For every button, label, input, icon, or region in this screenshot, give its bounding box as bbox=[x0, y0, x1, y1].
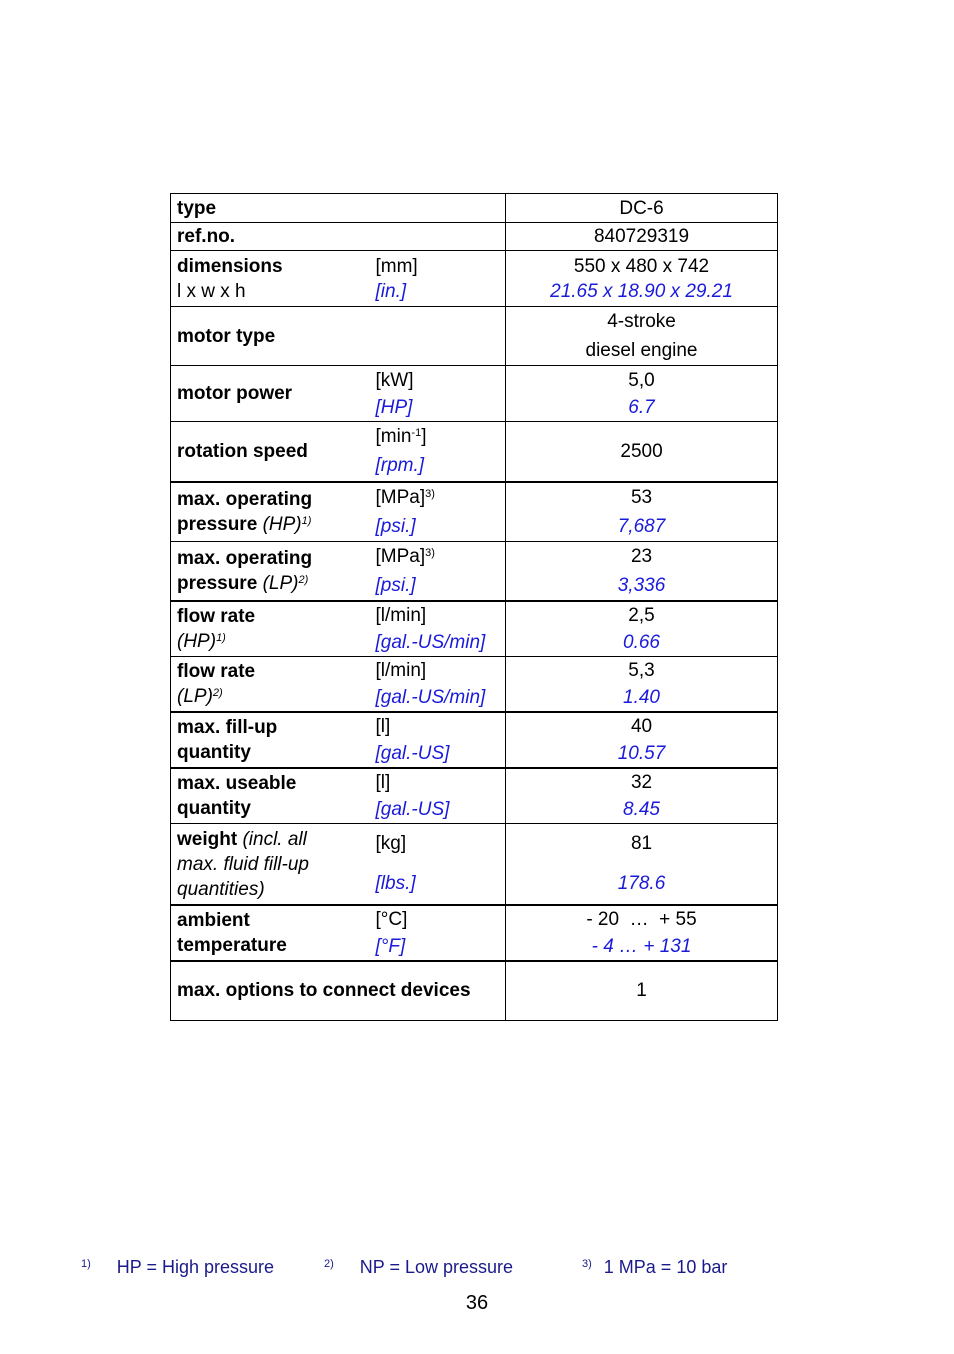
flow-hp-label-cell bbox=[171, 601, 373, 657]
type-label: type bbox=[171, 194, 506, 223]
table-row-fillup bbox=[171, 712, 778, 768]
fillup-label-line1: max. fill-up bbox=[177, 717, 278, 738]
useable-unit-cell bbox=[373, 768, 506, 824]
table-row-refno bbox=[171, 223, 778, 251]
useable-label-line1: max. useable bbox=[177, 773, 297, 794]
weight-label-line2: max. fluid fill-up bbox=[177, 853, 309, 875]
table-row-motor-power bbox=[171, 366, 778, 422]
ambient-value-metric: - 20 … + 55 bbox=[586, 909, 697, 930]
pressure-lp-label-line1: max. operating bbox=[177, 547, 313, 569]
motor-power-unit-metric: [kW] bbox=[375, 369, 414, 391]
fillup-unit-imperial: [gal.-US] bbox=[375, 743, 450, 764]
table-row-motor-type bbox=[171, 307, 778, 366]
table-row-type bbox=[171, 194, 778, 223]
motor-power-label: motor power bbox=[171, 366, 373, 422]
flow-hp-value-cell bbox=[506, 601, 778, 657]
footnote-3-text: 1 MPa = 10 bar bbox=[603, 1257, 728, 1277]
pressure-lp-label-line2: pressure (LP)$^{2)}$ bbox=[177, 572, 309, 594]
table-row-useable bbox=[171, 768, 778, 824]
type-value: DC-6 bbox=[506, 194, 778, 223]
rotation-speed-label: rotation speed bbox=[171, 422, 373, 482]
useable-value-metric: 32 bbox=[630, 772, 653, 793]
weight-value-metric: 81 bbox=[630, 833, 653, 854]
fillup-label-cell bbox=[171, 712, 373, 768]
flow-hp-value-metric: 2,5 bbox=[628, 604, 655, 626]
pressure-hp-unit-cell bbox=[373, 482, 506, 542]
motor-power-value-imperial: 6.7 bbox=[628, 396, 655, 418]
footnote-3 bbox=[582, 1257, 727, 1278]
ambient-unit-cell bbox=[373, 905, 506, 961]
weight-unit-imperial: [lbs.] bbox=[375, 873, 416, 894]
motor-type-value-line1: 4-stroke bbox=[607, 311, 676, 332]
pressure-hp-value-cell bbox=[506, 482, 778, 542]
pressure-lp-value-metric: 23 bbox=[630, 545, 653, 567]
flow-lp-value-cell bbox=[506, 656, 778, 712]
pressure-lp-unit-imperial: [psi.] bbox=[375, 574, 416, 596]
pressure-hp-value-imperial: 7,687 bbox=[617, 515, 666, 537]
useable-value-cell bbox=[506, 768, 778, 824]
page-number: 36 bbox=[465, 1292, 489, 1314]
dimensions-label: dimensions bbox=[177, 255, 283, 277]
flow-hp-label-line2: (HP)$^{1)}$ bbox=[177, 630, 226, 652]
flow-hp-unit-metric: [l/min] bbox=[375, 604, 427, 626]
ambient-label-cell bbox=[171, 905, 373, 961]
flow-lp-unit-cell bbox=[373, 656, 506, 712]
dimensions-sublabel: l x w x h bbox=[177, 280, 246, 302]
pressure-lp-value-imperial: 3,336 bbox=[617, 574, 666, 596]
flow-lp-label-cell bbox=[171, 656, 373, 712]
ambient-unit-imperial: [°F] bbox=[375, 936, 406, 957]
pressure-lp-unit-metric: [MPa]$^{3)}$ bbox=[375, 545, 435, 567]
footnote-2-mark: 2) bbox=[324, 1258, 334, 1270]
flow-hp-unit-imperial: [gal.-US/min] bbox=[375, 631, 486, 653]
weight-unit-cell bbox=[373, 824, 506, 906]
motor-power-unit-cell bbox=[373, 366, 506, 422]
table-row-weight bbox=[171, 824, 778, 906]
weight-label-cell bbox=[171, 824, 373, 906]
weight-unit-metric: [kg] bbox=[375, 833, 407, 854]
weight-label-line1: weight (incl. all bbox=[177, 828, 307, 850]
fillup-unit-cell bbox=[373, 712, 506, 768]
table-row-pressure-hp bbox=[171, 482, 778, 542]
motor-power-unit-imperial: [HP] bbox=[375, 396, 413, 418]
footnotes bbox=[0, 1257, 954, 1283]
refno-label: ref.no. bbox=[171, 223, 506, 251]
weight-label-line3: quantities) bbox=[177, 878, 265, 900]
pressure-hp-label-cell bbox=[171, 482, 373, 542]
dimensions-value-metric: 550 x 480 x 742 bbox=[573, 255, 710, 277]
motor-power-value-metric: 5,0 bbox=[628, 369, 655, 391]
fillup-label-line2: quantity bbox=[177, 742, 251, 763]
table-row-pressure-lp bbox=[171, 541, 778, 601]
spec-table bbox=[170, 193, 778, 1021]
footnote-2 bbox=[324, 1257, 513, 1278]
dimensions-unit-metric: [mm] bbox=[375, 255, 418, 277]
flow-hp-value-imperial: 0.66 bbox=[623, 631, 660, 653]
footnote-1-mark: 1) bbox=[81, 1258, 91, 1270]
fillup-value-imperial: 10.57 bbox=[617, 743, 666, 764]
table-row-flow-hp bbox=[171, 601, 778, 657]
fillup-unit-metric: [l] bbox=[375, 716, 391, 737]
ambient-value-imperial: - 4 … + 131 bbox=[591, 936, 692, 957]
dimensions-unit-cell bbox=[373, 251, 506, 307]
rotation-speed-value: 2500 bbox=[506, 422, 778, 482]
rotation-speed-unit-cell bbox=[373, 422, 506, 482]
useable-unit-imperial: [gal.-US] bbox=[375, 799, 450, 820]
useable-label-cell bbox=[171, 768, 373, 824]
useable-value-imperial: 8.45 bbox=[623, 799, 660, 820]
flow-lp-value-metric: 5,3 bbox=[628, 659, 655, 681]
footnote-2-text: NP = Low pressure bbox=[359, 1257, 514, 1277]
dimensions-label-cell bbox=[171, 251, 373, 307]
footnote-1 bbox=[81, 1257, 274, 1278]
motor-type-value-line2: diesel engine bbox=[585, 340, 698, 361]
flow-lp-label-line2: (LP)$^{2)}$ bbox=[177, 685, 223, 707]
devices-label: max. options to connect devices bbox=[171, 961, 506, 1020]
motor-power-value-cell bbox=[506, 366, 778, 422]
flow-hp-unit-cell bbox=[373, 601, 506, 657]
ambient-unit-metric: [°C] bbox=[375, 909, 408, 930]
weight-value-cell bbox=[506, 824, 778, 906]
motor-type-value-cell bbox=[506, 307, 778, 366]
devices-value: 1 bbox=[506, 961, 778, 1020]
flow-lp-unit-imperial: [gal.-US/min] bbox=[375, 686, 486, 708]
flow-hp-label-line1: flow rate bbox=[177, 605, 256, 627]
table-row-flow-lp bbox=[171, 656, 778, 712]
weight-value-imperial: 178.6 bbox=[617, 873, 666, 894]
flow-lp-label-line1: flow rate bbox=[177, 660, 256, 682]
dimensions-unit-imperial: [in.] bbox=[375, 280, 407, 302]
rotation-speed-unit-metric: $[\min^{-1}]$ bbox=[375, 426, 427, 448]
pressure-hp-label-line2: pressure (HP)$^{1)}$ bbox=[177, 513, 312, 535]
table-row-ambient bbox=[171, 905, 778, 961]
ambient-label-line1: ambient bbox=[177, 910, 250, 931]
pressure-hp-unit-imperial: [psi.] bbox=[375, 515, 416, 537]
table-row-rotation-speed bbox=[171, 422, 778, 482]
dimensions-value-cell bbox=[506, 251, 778, 307]
pressure-lp-label-cell bbox=[171, 541, 373, 601]
motor-type-label: motor type bbox=[171, 307, 506, 366]
ambient-value-cell bbox=[506, 905, 778, 961]
table-row-devices bbox=[171, 961, 778, 1020]
pressure-hp-unit-metric: [MPa]$^{3)}$ bbox=[375, 486, 435, 508]
refno-value: 840729319 bbox=[506, 223, 778, 251]
table-row-dimensions bbox=[171, 251, 778, 307]
footnote-3-mark: 3) bbox=[582, 1258, 592, 1270]
rotation-speed-unit-imperial: [rpm.] bbox=[375, 455, 425, 477]
pressure-lp-unit-cell bbox=[373, 541, 506, 601]
useable-unit-metric: [l] bbox=[375, 772, 391, 793]
footnote-1-text: HP = High pressure bbox=[116, 1257, 275, 1277]
pressure-hp-value-metric: 53 bbox=[630, 486, 653, 508]
dimensions-value-imperial: 21.65 x 18.90 x 29.21 bbox=[550, 280, 733, 302]
flow-lp-unit-metric: [l/min] bbox=[375, 659, 427, 681]
pressure-lp-value-cell bbox=[506, 541, 778, 601]
fillup-value-metric: 40 bbox=[630, 716, 653, 737]
pressure-hp-label-line1: max. operating bbox=[177, 488, 313, 510]
fillup-value-cell bbox=[506, 712, 778, 768]
useable-label-line2: quantity bbox=[177, 798, 251, 819]
ambient-label-line2: temperature bbox=[177, 935, 287, 956]
flow-lp-value-imperial: 1.40 bbox=[623, 686, 660, 708]
